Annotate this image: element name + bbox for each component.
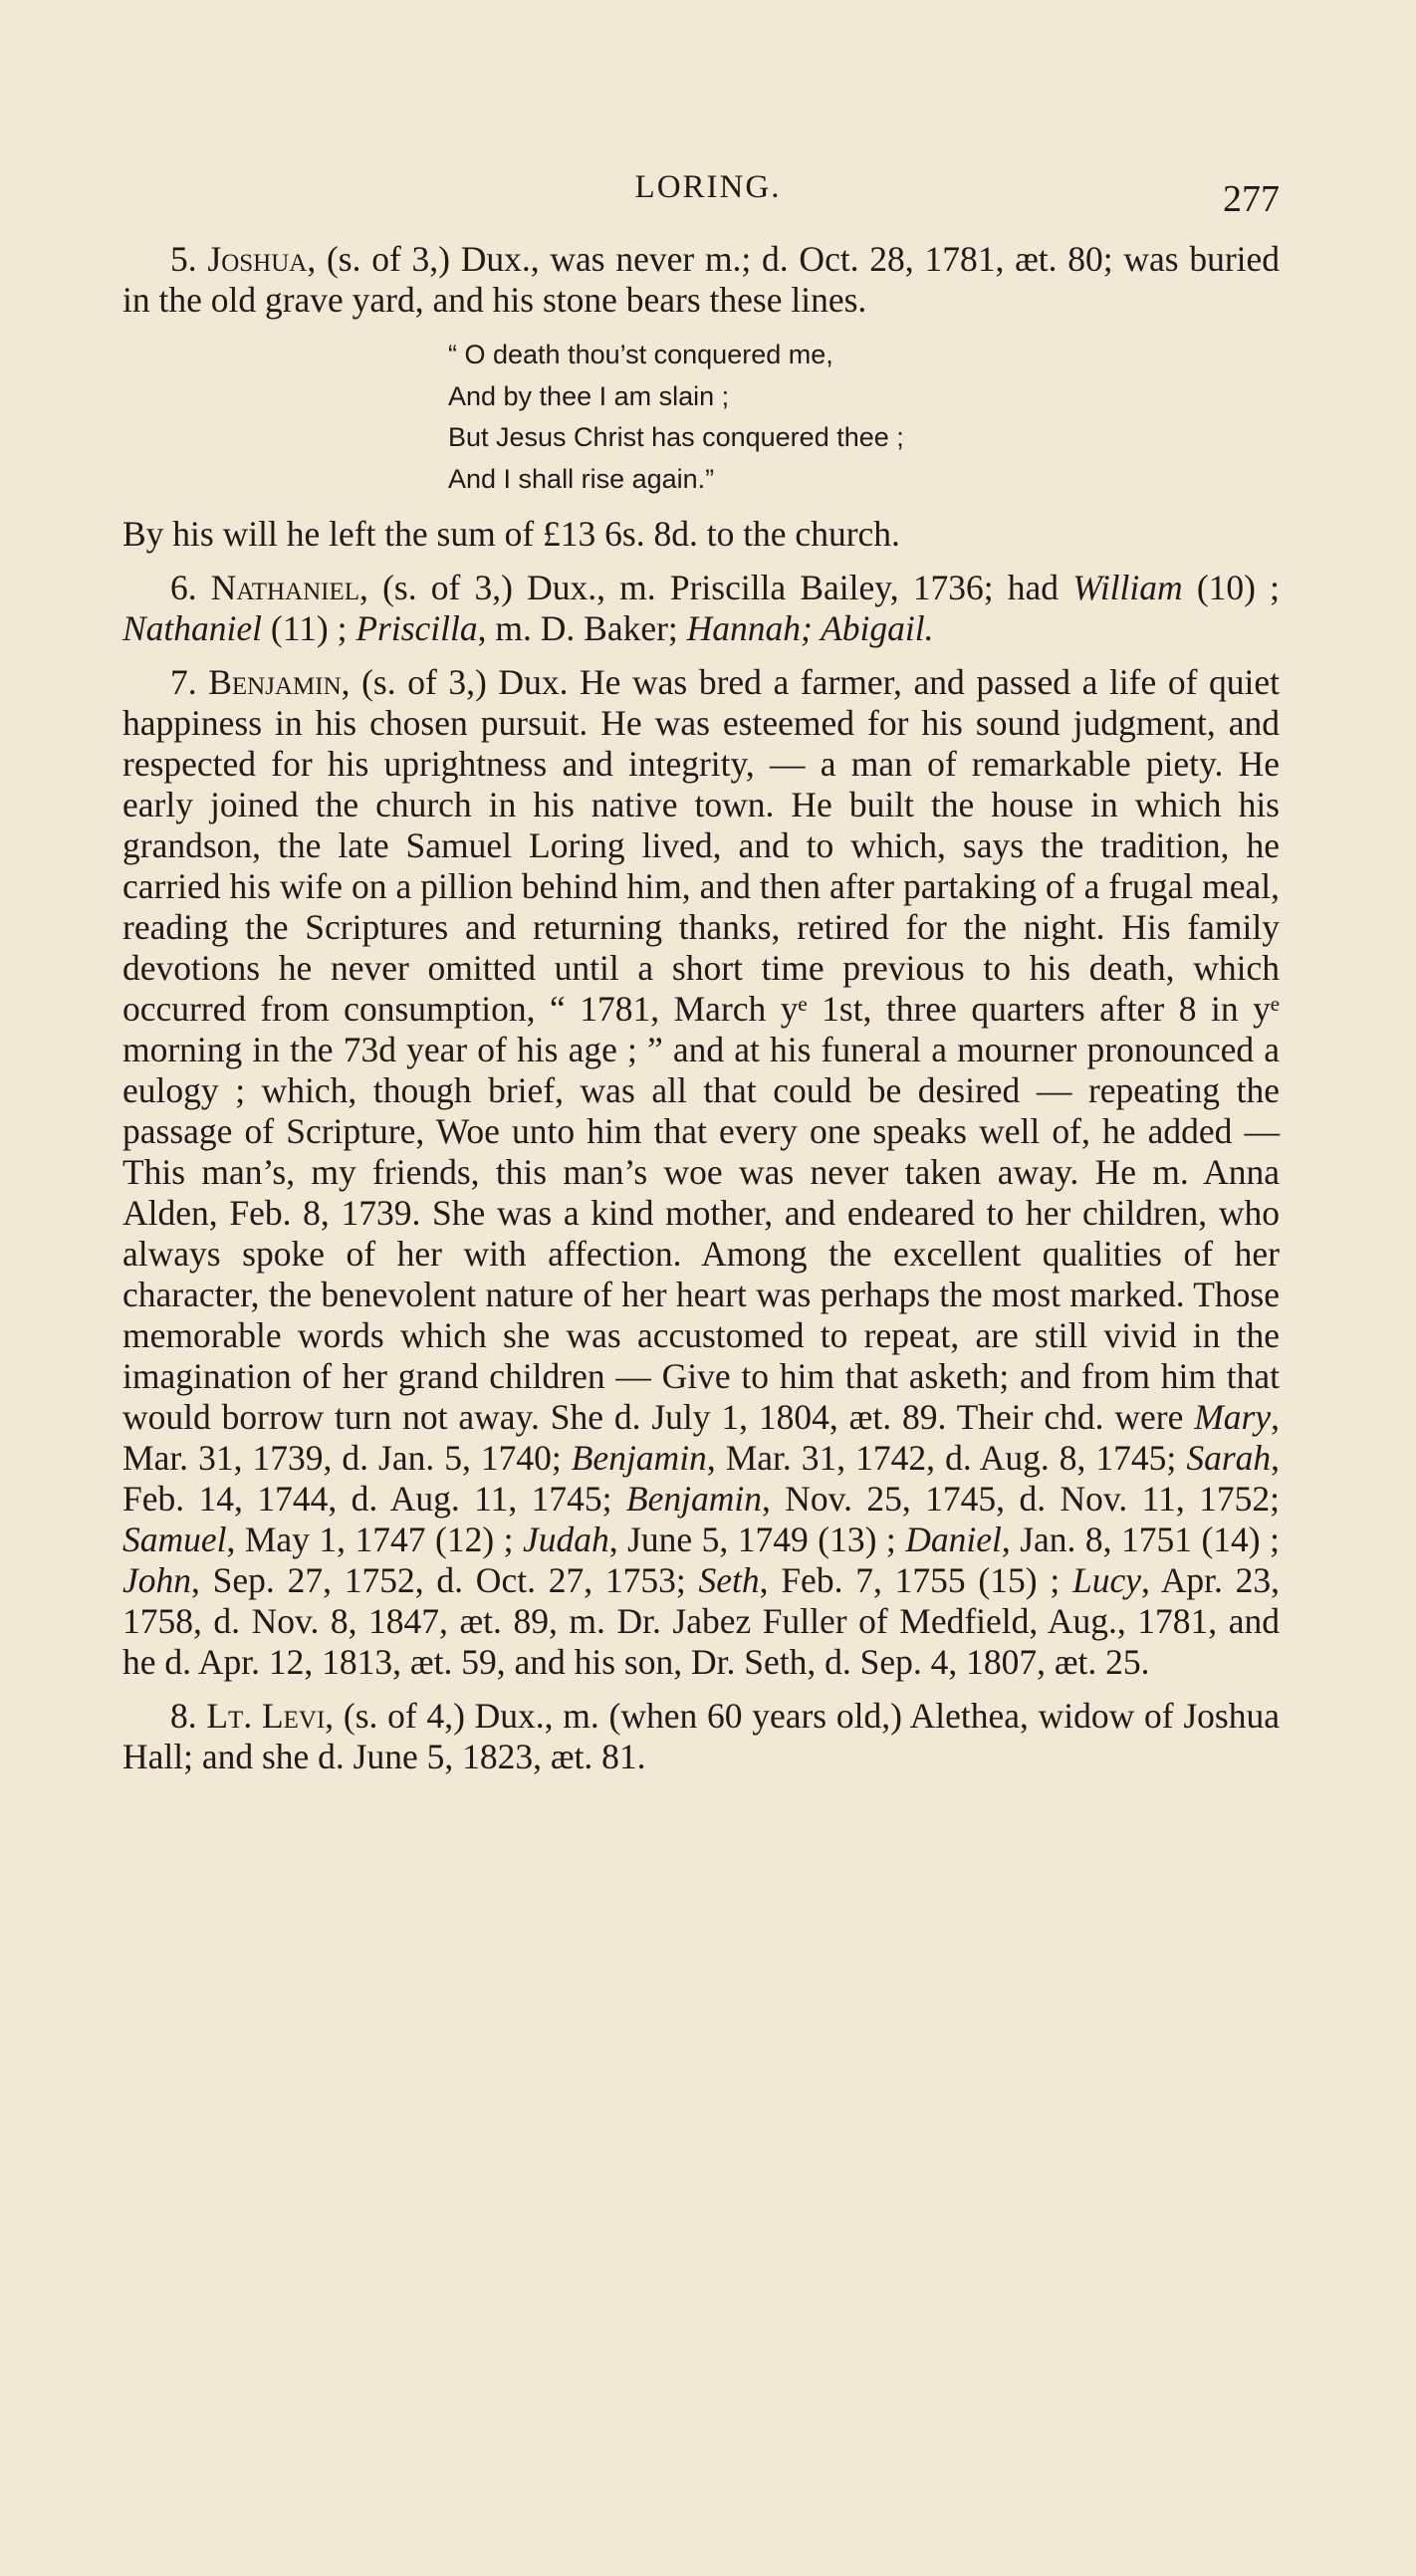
verse-line: And I shall rise again.” (448, 463, 715, 494)
entry-text: , Jan. 8, 1751 (14) ; (1001, 1520, 1280, 1559)
entry-text: , May 1, 1747 (12) ; (226, 1520, 523, 1559)
entry-text: , Feb. 14, 1744, d. Aug. 11, 1745; (122, 1438, 1281, 1519)
verse-line: And by thee I am slain ; (448, 380, 730, 411)
entry-text: , (s. of 3,) Dux., was never m.; d. Oct. 28, 1781, æt. 80; was buried in the old grave yard, and his stone bears these lines. (122, 239, 1281, 320)
child-name: Hannah; Abigail. (686, 608, 934, 648)
child-name: Samuel (122, 1520, 227, 1559)
running-head (0, 169, 1416, 219)
entry-text: (10) ; (1182, 568, 1280, 607)
child-name: Mary (1194, 1397, 1272, 1437)
page-body (122, 239, 1280, 1777)
child-name: Judah (522, 1520, 609, 1559)
entry-name: Joshua (207, 239, 308, 279)
entry-5-will: By his will he left the sum of £13 6s. 8d. to the church. (122, 514, 900, 554)
entry-number: 5. (170, 239, 197, 279)
child-name: William (1072, 568, 1183, 607)
entry-text: , (s. of 3,) Dux., m. Priscilla Bailey, 1736; had (359, 568, 1073, 607)
entry-7-paragraph (122, 662, 1280, 1683)
entry-text: , Nov. 25, 1745, d. Nov. 11, 1752; (761, 1479, 1280, 1519)
entry-text: , Sep. 27, 1752, d. Oct. 27, 1753; (191, 1560, 699, 1600)
entry-text: , (s. of 3,) Dux. He was bred a farmer, and passed a life of quiet happiness in his chosen pursuit. He was esteemed for his sound judgment, and respected for his uprightness and integrity, — a man of remarkable piety. He early joined the church in his native town. He built the house in which his grandson, the late Samuel Loring lived, and to which, says the tradition, he carried his wife on a pillion behind him, and then after partaking of a frugal meal, reading the Scriptures and returning thanks, retired for the night. His family devotions he never omitted until a short time previous to his death, which occurred from consumption, “ 1781, March yᵉ 1st, three quarters after 8 in yᵉ morning in the 73d year of his age ; ” and at his funeral a mourner pronounced a eulogy ; which, though brief, was all that could be desired — repeating the passage of Scripture, Woe unto him that every one speaks well of, he added — This man’s, my friends, this man’s woe was never taken away. He m. Anna Alden, Feb. 8, 1739. She was a kind mother, and endeared to her children, who always spoke of her with affection. Among the excellent qualities of her character, the benevolent nature of her heart was perhaps the most marked. Those memorable words which she was accustomed to repeat, are still vivid in the imagination of her grand children — Give to him that asketh; and from him that would borrow turn not away. She d. July 1, 1804, æt. 89. Their chd. were (122, 662, 1281, 1437)
entry-8-paragraph (122, 1696, 1280, 1777)
entry-number: 6. (170, 568, 197, 607)
entry-text: , (s. of 4,) Dux., m. (when 60 years old,) Alethea, widow of Joshua Hall; and she d. June 5, 1823, æt. 81. (122, 1696, 1280, 1776)
entry-name: Lt. Levi (206, 1696, 326, 1736)
entry-5-paragraph (122, 239, 1280, 321)
page-number: 277 (1223, 178, 1280, 220)
child-name: John (122, 1560, 192, 1600)
entry-name: Benjamin (208, 662, 342, 702)
child-name: Seth (698, 1560, 760, 1600)
child-name: Lucy (1072, 1560, 1142, 1600)
child-name: Daniel (905, 1520, 1002, 1559)
entry-text: , m. D. Baker; (477, 608, 687, 648)
entry-text: , Feb. 7, 1755 (15) ; (759, 1560, 1072, 1600)
entry-number: 8. (170, 1696, 197, 1736)
child-name: Benjamin (625, 1479, 762, 1519)
child-name: Priscilla (355, 608, 478, 648)
entry-text: , Mar. 31, 1742, d. Aug. 8, 1745; (706, 1438, 1187, 1478)
entry-number: 7. (170, 662, 197, 702)
entry-text: , June 5, 1749 (13) ; (608, 1520, 906, 1559)
child-name: Nathaniel (122, 608, 263, 648)
entry-text: , Apr. 23, 1758, d. Nov. 8, 1847, æt. 89, m. Dr. Jabez Fuller of Medfield, Aug., 1781, and he d. Apr. 12, 1813, æt. 59, and his son, Dr. Seth, d. Sep. 4, 1807, æt. 25. (122, 1560, 1280, 1682)
running-title: LORING. (634, 169, 782, 205)
epitaph-verse (448, 335, 1280, 500)
child-name: Benjamin (571, 1438, 707, 1478)
entry-6-paragraph (122, 568, 1280, 649)
entry-name: Nathaniel (210, 568, 360, 607)
entry-text: (11) ; (262, 608, 356, 648)
verse-line: “ O death thou’st conquered me, (448, 340, 833, 369)
entry-text: , Mar. 31, 1739, d. Jan. 5, 1740; (122, 1397, 1280, 1478)
child-name: Sarah (1186, 1438, 1272, 1478)
verse-line: But Jesus Christ has conquered thee ; (448, 422, 904, 452)
